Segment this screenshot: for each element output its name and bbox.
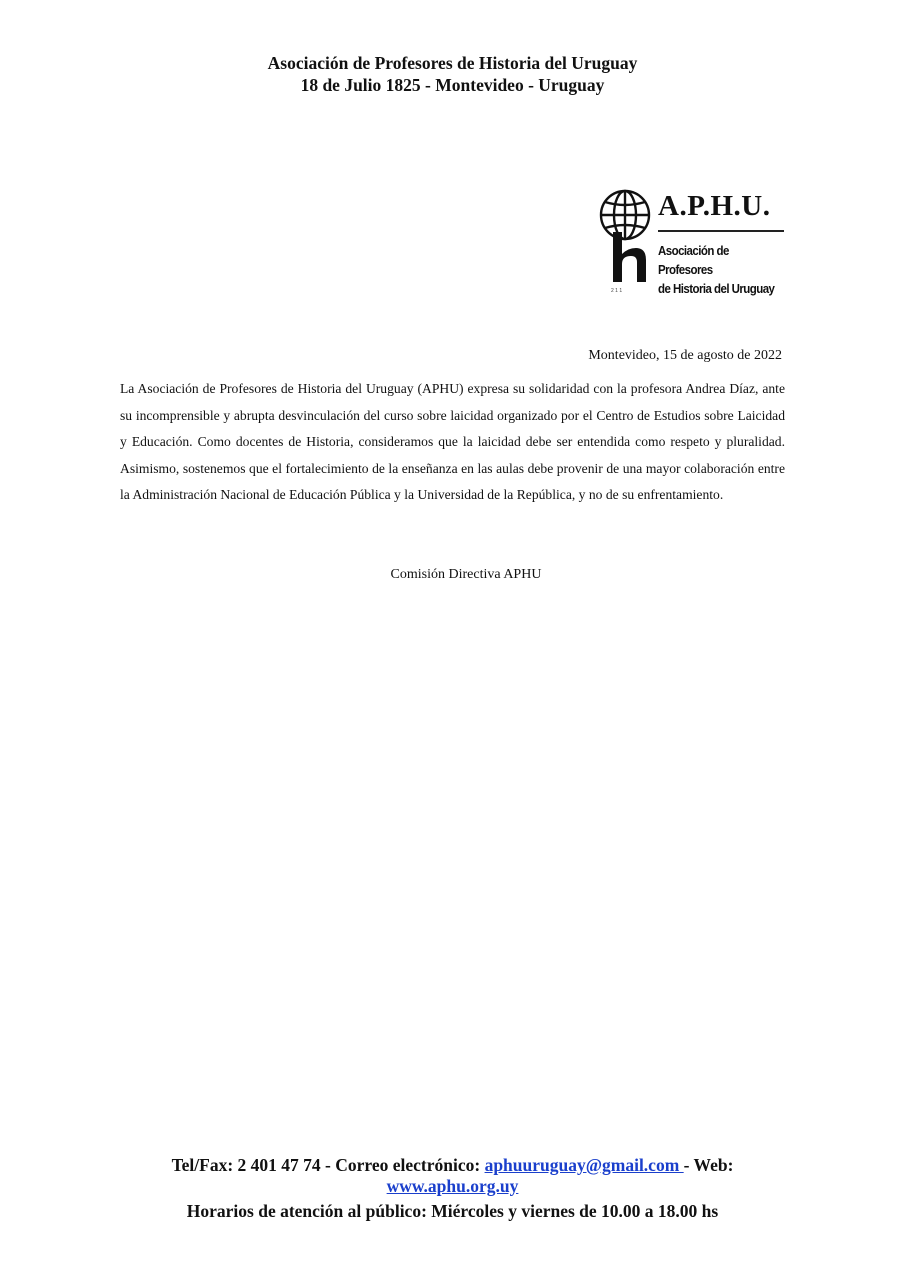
organization-address: 18 de Julio 1825 - Montevideo - Uruguay: [300, 75, 605, 95]
organization-name: Asociación de Profesores de Historia del Uruguay: [267, 53, 638, 73]
letter-body: La Asociación de Profesores de Historia del Uruguay (APHU) expresa su solidaridad con la profesora Andrea Díaz, ante su incomprensible y abrupta desvinculación del curso sobre laicidad organizado por el Centro de Estudios sobre Laicidad y Educación. Como docentes de Historia, consideramos que la laicidad debe ser entendida como respeto y pluralidad. Asimismo, sostenemos que el fortalecimiento de la enseñanza en las aulas debe provenir de una mayor colaboración entre la Administración Nacional de Educación Pública y la Universidad de la República, y no de su enfrentamiento.: [120, 381, 785, 503]
logo-h-overlay: [611, 232, 671, 292]
email-link[interactable]: aphuuruguay@gmail.com: [484, 1155, 684, 1175]
footer-contact: [132, 1155, 773, 1197]
logo-abbreviation: A.P.H.U.: [658, 190, 771, 222]
letter-signature: Comisión Directiva APHU: [390, 567, 542, 582]
footer-hours: Horarios de atención al público: Miércoles y viernes de 10.00 a 18.00 hs: [186, 1201, 719, 1221]
logo-small-mark: 2 1 1: [611, 288, 623, 294]
footer-web-label: - Web:: [683, 1155, 734, 1175]
logo-name-line2: de Historia del Uruguay: [658, 282, 775, 296]
footer: [132, 1155, 773, 1222]
logo-name: [658, 242, 778, 299]
logo-divider: [658, 230, 784, 232]
letterhead: [0, 52, 905, 96]
footer-phone: Tel/Fax: 2 401 47 74 - Correo electrónico:: [171, 1155, 485, 1175]
website-link[interactable]: www.aphu.org.uy: [386, 1176, 519, 1196]
letter-date: Montevideo, 15 de agosto de 2022: [588, 348, 782, 363]
logo-name-line1: Asociación de Profesores: [658, 244, 729, 277]
